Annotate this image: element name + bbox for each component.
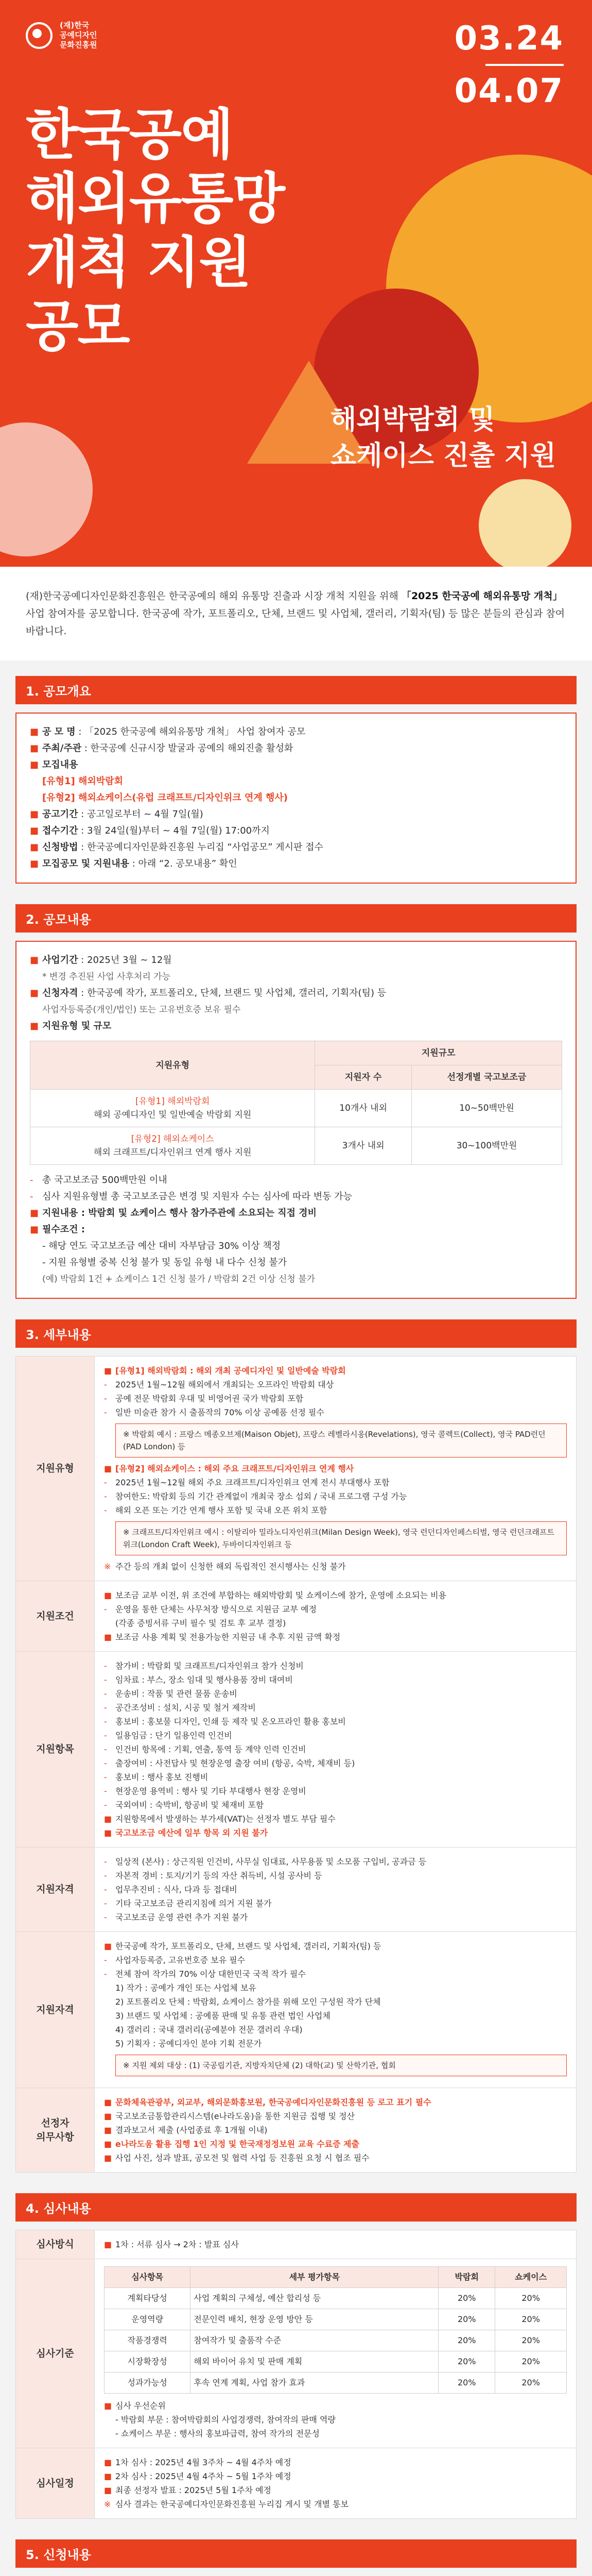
table-header: 지원자 수 — [315, 1065, 412, 1090]
section-title: 3. 세부내용 — [15, 1319, 577, 1348]
details-item: 보조금 교부 이전, 위 조건에 부합하는 해외박람회 및 쇼케이스에 참가, 운영에 소요되는 비용 — [115, 1590, 447, 1600]
criteria-row — [105, 2330, 567, 2351]
bullet-icon: ■ — [30, 726, 39, 737]
details-item: 업무추진비 : 식사, 다과 등 접대비 — [115, 1885, 237, 1894]
overview-value: 「2025 한국공예 해외유통망 개척」 사업 참여자 공모 — [84, 726, 306, 737]
details-body: ■ 보조금 교부 이전, 위 조건에 부합하는 해외박람회 및 쇼케이스에 참가, 운영에 소요되는 비용 - 운영을 통한 단체는 사무처장 방식으로 지원금 교부 예정 (각종 증빙서류 구비 필수 및 검토 후 교부 결정) ■ 보조금 사용 계획 및 전용가능한 지원금 내 추후 지원 금액 확정 — [95, 1581, 577, 1652]
table-cell: 3개사 내외 — [315, 1127, 412, 1165]
overview-label: 신청방법 — [42, 842, 78, 853]
type-desc: 해외 공예디자인 및 일반예술 박람회 지원 — [94, 1110, 252, 1120]
section-title: 1. 공모개요 — [15, 676, 577, 704]
section-details — [15, 1304, 577, 2178]
details-item: 일반 미술관 참가 시 출품작의 70% 이상 공예품 선정 필수 — [115, 1408, 324, 1417]
criteria-row — [105, 2288, 567, 2309]
hero-banner — [0, 0, 592, 567]
details-body: ■ [유형1] 해외박람회 : 해외 개최 공예디자인 및 일반예술 박람회 - 2025년 1월~12월 해외에서 개최되는 오프라인 박람회 대상 - 공예 전문 박람회 우대 및 비영어권 국가 박람회 포함 - 일반 미술관 참가 시 출품작의 70% 이상 공예품 선정 필수 ※ 박람회 예시 : 프랑스 메종오브제(Maison Objet), 프랑스 레벨라시옹(Revelations), 영국 콜렉트(Collect), 영국 PAD런던(PAD London) 등 ■ [유형2] 해외쇼케이스 : 해외 주요 크래프트/디자인위크 연계 행사 - 2025년 1월~12월 해외 주요 크래프트/디자인위크 연계 전시 부대행사 포함 - 참여한도: 박람회 등의 기간 관계없이 개최국 장소 섭외 / 국내 프로그램 구성 가능 - 해외 오픈 또는 기간 연계 행사 포함 및 국내 오픈 위치 포함 ※ 크래프트/디자인위크 예시 : 이탈리아 밀라노디자인위크(Milan Design Week), 영국 런던디자인페스티벌, 영국 런던크래프트위크(London Craft Week), 두바이디자인위크 등 ※ 주간 등의 개최 없이 신청한 해외 독립적인 전시행사는 신청 불가 — [95, 1357, 577, 1581]
bullet-icon: ■ — [30, 1208, 39, 1218]
overview-value: 한국공예 신규시장 발굴과 공예의 해외진출 활성화 — [90, 743, 293, 754]
org-name-line: 문화진흥원 — [60, 40, 97, 49]
overview-item — [30, 757, 562, 773]
hero-title-line: 공모 — [26, 295, 129, 358]
details-label: 지원자격 — [16, 1932, 95, 2088]
details-body: ■ 문화체육관광부, 외교부, 해외문화홍보원, 한국공예디자인문화진흥원 등 로고 표기 필수 ■ 국고보조금통합관리시스템(e나라도움)을 통한 지원금 집행 및 정산 ■ 결과보고서 제출 (사업종료 후 1개월 이내) ■ e나라도움 활용 집행 1인 지정 및 한국재정정보원 교육 수료증 제출 ■ 사업 사진, 성과 발표, 공모전 및 협력 사업 등 진흥원 요청 시 협조 필수 — [95, 2088, 577, 2173]
contents-item: ■ 사업기간 : 2025년 3월 ~ 12월 — [30, 952, 562, 969]
criteria-cell: 전문인력 배치, 현장 운영 방안 등 — [190, 2309, 439, 2330]
overview-item: ■ 주최/주관 : 한국공예 신규시장 발굴과 공예의 해외진출 활성화 — [30, 740, 562, 757]
details-row — [16, 1357, 577, 1581]
details-item: 문화체육관광부, 외교부, 해외문화홍보원, 한국공예디자인문화진흥원 등 로고 표기 필수 — [115, 2097, 431, 2107]
contents-item — [30, 969, 562, 985]
review-table — [15, 2230, 577, 2519]
details-item: e나라도움 활용 집행 1인 지정 및 한국재정정보원 교육 수료증 제출 — [115, 2139, 359, 2149]
exclusion-box: ※ 지원 제외 대상 : (1) 국공립기관, 지방자치단체 (2) 대학(교) 및 산학기관, 협회 — [115, 2055, 567, 2076]
details-item: 지원항목에서 발생하는 부가세(VAT)는 선정자 별도 부담 필수 — [115, 1814, 336, 1824]
schedule-item: 2차 심사 : 2025년 4월 4주차 ~ 5월 1주차 예정 — [115, 2471, 291, 2481]
hero-subtitle-line: 해외박람회 및 — [330, 404, 495, 435]
criteria-cell: 계획타당성 — [105, 2288, 190, 2309]
table-header: 지원유형 — [30, 1041, 315, 1090]
review-body: ■ 1차 : 서류 심사 → 2차 : 발표 심사 — [95, 2230, 577, 2259]
review-row — [16, 2448, 577, 2519]
details-item: [유형2] 해외쇼케이스 : 해외 주요 크래프트/디자인위크 연계 행사 — [115, 1464, 354, 1473]
contents-note: (예) 박람회 1건 + 쇼케이스 1건 신청 불가 / 박람회 2건 이상 신청 불가 — [42, 1274, 316, 1284]
details-table — [15, 1356, 577, 2173]
criteria-cell: 20% — [495, 2351, 567, 2372]
details-item: 참가비 : 박람회 및 크래프트/디자인위크 참가 신청비 — [115, 1661, 304, 1671]
contents-note: - 해당 연도 국고보조금 예산 대비 자부담금 30% 이상 책정 — [42, 1241, 281, 1251]
details-item: 4) 갤러리 : 국내 갤러리(공예분야 전문 갤러리 우대) — [115, 2025, 303, 2035]
intro-text-2: 사업 참여자를 공모합니다. 한국공예 작가, 포트폴리오, 단체, 브랜드 및 사업체, 갤러리, 기획자(팀) 등 많은 분들의 관심과 참여 바랍니다. — [26, 608, 565, 637]
criteria-cell: 시장확장성 — [105, 2351, 190, 2372]
type-name: [유형2] 해외쇼케이스 — [131, 1134, 214, 1144]
bullet-icon: ■ — [30, 825, 39, 836]
criteria-cell: 20% — [439, 2288, 495, 2309]
details-item: 2) 포트폴리오 단체 : 박람회, 쇼케이스 참가를 위해 모인 구성원 작가 단체 — [115, 1997, 381, 2007]
details-item: 국고보조금 운영 관련 추가 지원 불가 — [115, 1912, 248, 1922]
criteria-table — [104, 2266, 567, 2394]
bullet-icon: ■ — [30, 809, 39, 820]
table-cell — [30, 1127, 315, 1165]
details-item: (각종 증빙서류 구비 필수 및 검토 후 교부 결정) — [115, 1618, 286, 1628]
details-label: 지원조건 — [16, 1581, 95, 1652]
criteria-row — [105, 2309, 567, 2330]
details-item: 홍보비 : 행사 홍보 진행비 — [115, 1772, 208, 1782]
hero-subtitle — [330, 402, 556, 474]
overview-item — [30, 773, 562, 790]
table-row — [30, 1090, 562, 1127]
bullet-icon: ■ — [30, 842, 39, 853]
details-row — [16, 1581, 577, 1652]
criteria-header: 쇼케이스 — [495, 2267, 567, 2288]
criteria-header: 세부 평가항목 — [190, 2267, 439, 2288]
criteria-cell: 성과가능성 — [105, 2372, 190, 2394]
details-item: 인건비 항목에 : 기획, 연출, 통역 등 계약 인력 인건비 — [115, 1744, 306, 1754]
details-item: 2025년 1월~12월 해외 주요 크래프트/디자인위크 연계 전시 부대행사 포함 — [115, 1478, 390, 1487]
bullet-icon: ■ — [30, 1224, 39, 1235]
contents-item: ■ 신청자격 : 한국공예 작가, 포트폴리오, 단체, 브랜드 및 사업체, 갤러리, 기획자(팀) 등 — [30, 985, 562, 1002]
contents-label: 지원유형 및 규모 — [42, 1021, 112, 1031]
schedule-item: 최종 선정자 발표 : 2025년 5월 1주차 예정 — [115, 2485, 271, 2495]
overview-value: 3월 24일(월)부터 ~ 4월 7일(월) 17:00까지 — [87, 825, 270, 836]
criteria-cell: 20% — [495, 2309, 567, 2330]
contents-item — [30, 1002, 562, 1018]
section-title: 2. 공모내용 — [15, 904, 577, 933]
table-cell — [30, 1090, 315, 1127]
date-range — [455, 21, 564, 109]
bullet-icon: ■ — [30, 1021, 39, 1031]
criteria-cell: 참여작가 및 출품작 수준 — [190, 2330, 439, 2351]
details-item: 5) 기획자 : 공예디자인 분야 기획 전문가 — [115, 2039, 262, 2048]
details-item: 참여한도: 박람회 등의 기간 관계없이 개최국 장소 섭외 / 국내 프로그램 구성 가능 — [115, 1492, 407, 1501]
review-label: 심사기준 — [16, 2259, 95, 2448]
overview-label: 접수기간 — [42, 825, 78, 836]
details-body: ■ 한국공예 작가, 포트폴리오, 단체, 브랜드 및 사업체, 갤러리, 기획자(팀) 등 - 사업자등록증, 고유번호증 보유 필수 - 전체 참여 작가의 70% 이상 대한민국 국적 작가 필수 1) 작가 : 공예가 개인 또는 사업체 보유 2) 포트폴리오 단체 : 박람회, 쇼케이스 참가를 위해 모인 구성원 작가 단체 3) 브랜드 및 사업체 : 공예품 판매 및 유통 관련 법인 사업체 4) 갤러리 : 국내 갤러리(공예분야 전문 갤러리 우대) 5) 기획자 : 공예디자인 분야 기획 전문가 ※ 지원 제외 대상 : (1) 국공립기관, 지방자치단체 (2) 대학(교) 및 산학기관, 협회 — [95, 1932, 577, 2088]
details-item: 보조금 사용 계획 및 전용가능한 지원금 내 추후 지원 금액 확정 — [115, 1632, 341, 1642]
section-application — [15, 2524, 577, 2576]
details-item: 결과보고서 제출 (사업종료 후 1개월 이내) — [115, 2125, 268, 2135]
overview-item: ■ 신청방법 : 한국공예디자인문화진흥원 누리집 “사업공모” 게시판 접수 — [30, 839, 562, 856]
table-header: 지원규모 — [315, 1041, 562, 1065]
section-overview — [15, 660, 577, 889]
details-item: 운송비 : 작품 및 관련 물품 운송비 — [115, 1689, 237, 1699]
criteria-cell: 20% — [439, 2309, 495, 2330]
overview-label: 공고기간 — [42, 809, 78, 820]
details-item: 2025년 1월~12월 해외에서 개최되는 오프라인 박람회 대상 — [115, 1380, 334, 1389]
overview-value: 한국공예디자인문화진흥원 누리집 “사업공모” 게시판 접수 — [87, 842, 323, 853]
review-body: ■ 1차 심사 : 2025년 4월 3주차 ~ 4월 4주차 예정 ■ 2차 심사 : 2025년 4월 4주차 ~ 5월 1주차 예정 ■ 최종 선정자 발표 : 2025년 5월 1주차 예정 ※ 심사 결과는 한국공예디자인문화진흥원 누리집 게시 및 개별 통보 — [95, 2448, 577, 2519]
table-header: 선정개별 국고보조금 — [412, 1065, 562, 1090]
details-item: 출장여비 : 사전답사 및 현장운영 출장 여비 (항공, 숙박, 체재비 등) — [115, 1758, 355, 1768]
review-label: 심사방식 — [16, 2230, 95, 2259]
details-label: 지원유형 — [16, 1357, 95, 1581]
details-row — [16, 1932, 577, 2088]
table-cell: 10개사 내외 — [315, 1090, 412, 1127]
hero-title-line: 한국공예 — [26, 103, 233, 166]
section-contents — [15, 889, 577, 1304]
overview-item: ■ 공고기간 : 공고일로부터 ~ 4월 7일(월) — [30, 806, 562, 823]
decor-circle — [0, 422, 93, 556]
support-table — [30, 1041, 562, 1165]
criteria-row — [105, 2351, 567, 2372]
org-name-line: 공예디자인 — [60, 30, 97, 40]
overview-label: 모집공모 및 지원내용 — [42, 858, 130, 869]
details-item: [유형1] 해외박람회 : 해외 개최 공예디자인 및 일반예술 박람회 — [115, 1366, 346, 1376]
logo-icon — [26, 22, 53, 49]
details-item: 사업자등록증, 고유번호증 보유 필수 — [115, 1955, 246, 1965]
date-end: 04.07 — [454, 72, 564, 110]
criteria-cell: 20% — [439, 2351, 495, 2372]
overview-value: [유형1] 해외박람회 — [42, 776, 123, 787]
contents-note: - 총 국고보조금 500백만원 이내 — [30, 1175, 167, 1185]
bullet-icon: ■ — [30, 858, 39, 869]
details-body: - 참가비 : 박람회 및 크래프트/디자인위크 참가 신청비 - 임차료 : 부스, 장소 임대 및 행사용품 장비 대여비 - 운송비 : 작품 및 관련 물품 운송비 - 공간조성비 : 설치, 시공 및 철거 제작비 - 홍보비 : 홍보물 디자인, 인쇄 등 제작 및 온오프라인 활용 홍보비 - 일용임금 : 단기 일용인력 인건비 - 인건비 항목에 : 기획, 연출, 통역 등 계약 인력 인건비 - 출장여비 : 사전답사 및 현장운영 출장 여비 (항공, 숙박, 체재비 등) - 홍보비 : 행사 홍보 진행비 - 현장운영 용역비 : 행사 및 기타 부대행사 현장 운영비 - 국외여비 : 숙박비, 항공비 및 체재비 포함 ■ 지원항목에서 발생하는 부가세(VAT)는 선정자 별도 부담 필수 ■ 국고보조금 예산에 일부 항목 외 지원 불가 — [95, 1652, 577, 1848]
intro-highlight: 「2025 한국공예 해외유통망 개척」 — [401, 590, 563, 602]
section-title: 4. 심사내용 — [15, 2193, 577, 2222]
details-item: 임차료 : 부스, 장소 임대 및 행사용품 장비 대여비 — [115, 1675, 293, 1685]
bonus-item: - 쇼케이스 부문 : 행사의 홍보파급력, 참여 작가의 전문성 — [115, 2429, 320, 2438]
details-item: 국외여비 : 숙박비, 항공비 및 체재비 포함 — [115, 1800, 264, 1810]
details-item: 해외 오픈 또는 기간 연계 행사 포함 및 국내 오픈 위치 포함 — [115, 1505, 327, 1515]
details-item: 1) 작가 : 공예가 개인 또는 사업체 보유 — [115, 1983, 256, 1993]
date-divider — [485, 64, 564, 66]
date-start: 03.24 — [454, 20, 564, 58]
bullet-icon: ■ — [30, 988, 39, 998]
contents-value: 한국공예 작가, 포트폴리오, 단체, 브랜드 및 사업체, 갤러리, 기획자(팀) 등 — [87, 988, 387, 998]
details-item: 주간 등의 개최 없이 신청한 해외 독립적인 전시행사는 신청 불가 — [115, 1562, 346, 1571]
example-box: ※ 크래프트/디자인위크 예시 : 이탈리아 밀라노디자인위크(Milan Design Week), 영국 런던디자인페스티벌, 영국 런던크래프트위크(London Craft Week), 두바이디자인위크 등 — [115, 1521, 567, 1555]
contents-value: * 변경 추진된 사업 사후처리 가능 — [42, 972, 171, 982]
section-review — [15, 2178, 577, 2524]
org-name-line: (재)한국 — [60, 21, 90, 30]
review-method: 1차 : 서류 심사 → 2차 : 발표 심사 — [115, 2240, 239, 2249]
overview-item: ■ 접수기간 : 3월 24일(월)부터 ~ 4월 7일(월) 17:00까지 — [30, 823, 562, 839]
details-label: 선정자 의무사항 — [16, 2088, 95, 2173]
table-cell: 30~100백만원 — [412, 1127, 562, 1165]
type-desc: 해외 크래프트/디자인위크 연계 행사 지원 — [93, 1147, 252, 1158]
contents-label: 신청자격 — [42, 988, 78, 998]
intro-text-1: (재)한국공예디자인문화진흥원은 한국공예의 해외 유통망 진출과 시장 개척 지원을 위해 — [26, 590, 398, 602]
type-name: [유형1] 해외박람회 — [135, 1096, 210, 1107]
overview-value: [유형2] 해외쇼케이스(유럽 크래프트/디자인위크 연계 행사) — [42, 792, 288, 803]
overview-label: 주최/주관 — [42, 743, 82, 754]
contents-label: 사업기간 — [42, 955, 78, 965]
contents-note: - 지원 유형별 중복 신청 불가 및 동일 유형 내 다수 신청 불가 — [42, 1257, 287, 1268]
details-item: 일용임금 : 단기 일용인력 인건비 — [115, 1731, 232, 1740]
details-item: 사업 사진, 성과 발표, 공모전 및 협력 사업 등 진흥원 요청 시 협조 필수 — [115, 2153, 370, 2163]
criteria-header: 심사항목 — [105, 2267, 190, 2288]
hero-title-line: 개척 지원 — [26, 231, 251, 294]
bullet-icon: ■ — [30, 743, 39, 754]
overview-label: 모집내용 — [42, 759, 78, 770]
section-title: 5. 신청내용 — [15, 2539, 577, 2568]
table-cell: 10~50백만원 — [412, 1090, 562, 1127]
details-item: 공예 전문 박람회 우대 및 비영어권 국가 박람회 포함 — [115, 1394, 304, 1403]
details-item: 국고보조금통합관리시스템(e나라도움)을 통한 지원금 집행 및 정산 — [115, 2111, 355, 2121]
details-row — [16, 1652, 577, 1848]
details-row — [16, 1848, 577, 1932]
details-item: 한국공예 작가, 포트폴리오, 단체, 브랜드 및 사업체, 갤러리, 기획자(팀) 등 — [115, 1941, 381, 1951]
details-item: 공간조성비 : 설치, 시공 및 철거 제작비 — [115, 1703, 256, 1713]
criteria-cell: 20% — [495, 2288, 567, 2309]
contents-item — [30, 1018, 562, 1035]
bullet-icon: ■ — [30, 759, 39, 770]
details-item: 운영을 통한 단체는 사무처장 방식으로 지원금 교부 예정 — [115, 1604, 317, 1614]
hero-title — [26, 103, 284, 359]
schedule-item: 심사 결과는 한국공예디자인문화진흥원 누리집 게시 및 개별 통보 — [115, 2499, 349, 2509]
review-row — [16, 2259, 577, 2448]
bullet-icon: ■ — [30, 955, 39, 965]
overview-box — [15, 713, 577, 884]
criteria-cell: 후속 연계 계획, 사업 참가 효과 — [190, 2372, 439, 2394]
overview-item — [30, 790, 562, 806]
intro-text — [0, 567, 592, 660]
details-body: - 일상적 (본사) : 상근직원 인건비, 사무실 임대료, 사무용품 및 소모품 구입비, 공과금 등 - 자본적 경비 : 토지/기기 등의 자산 취득비, 시설 공사비 등 - 업무추진비 : 식사, 다과 등 접대비 - 기타 국고보조금 관리지침에 의거 지원 불가 - 국고보조금 운영 관련 추가 지원 불가 — [95, 1848, 577, 1932]
overview-item: ■ 모집공모 및 지원내용 : 아래 “2. 공모내용” 확인 — [30, 856, 562, 872]
contents-value: 사업자등록증(개인/법인) 또는 고유번호증 보유 필수 — [42, 1005, 241, 1015]
details-label: 지원자격 — [16, 1848, 95, 1932]
details-item: 3) 브랜드 및 사업체 : 공예품 판매 및 유통 관련 법인 사업체 — [115, 2011, 330, 2021]
criteria-cell: 운영역량 — [105, 2309, 190, 2330]
hero-title-line: 해외유통망 — [26, 167, 284, 230]
details-item: 홍보비 : 홍보물 디자인, 인쇄 등 제작 및 온오프라인 활용 홍보비 — [115, 1717, 346, 1726]
table-row — [30, 1127, 562, 1165]
overview-value: 공고일로부터 ~ 4월 7일(월) — [87, 809, 203, 820]
criteria-cell: 사업 계획의 구체성, 예산 합리성 등 — [190, 2288, 439, 2309]
schedule-item: 1차 심사 : 2025년 4월 3주차 ~ 4월 4주차 예정 — [115, 2458, 291, 2467]
details-item: 일상적 (본사) : 상근직원 인건비, 사무실 임대료, 사무용품 및 소모품 구입비, 공과금 등 — [115, 1857, 427, 1867]
details-item: 현장운영 용역비 : 행사 및 기타 부대행사 현장 운영비 — [115, 1786, 306, 1796]
overview-value: 아래 “2. 공모내용” 확인 — [138, 858, 237, 869]
details-row — [16, 2088, 577, 2173]
details-item: 전체 참여 작가의 70% 이상 대한민국 국적 작가 필수 — [115, 1969, 306, 1979]
contents-item: ■ 필수조건 : — [30, 1222, 562, 1238]
overview-item: ■ 공 모 명 : 「2025 한국공예 해외유통망 개척」 사업 참여자 공모 — [30, 724, 562, 740]
contents-box — [15, 941, 577, 1299]
review-label: 심사일정 — [16, 2448, 95, 2519]
hero-subtitle-line: 쇼케이스 진출 지원 — [330, 440, 556, 471]
criteria-cell: 20% — [495, 2330, 567, 2351]
review-body: 심사항목 세부 평가항목 박람회 쇼케이스 계획타당성 사업 계획의 구체성, 예산 합리성 등 20% 20% 운영역량 전문인력 배치, 현장 운영 방안 등 20% 20% 작품경쟁력 참여작가 및 출품작 수준 20% 20% 시장확장성 해외 바이어 유치 및 판매 계획 20% 20% 성과가능성 후속 연계 계획, 사업 참가 효과 20% 20% ■ 심사 우선순위 - 박람회 부문 : 참여박람회의 사업경쟁력, 참여작의 판매 역량 - 쇼케이스 부문 : 행사의 홍보파급력, 참여 작가의 전문성 — [95, 2259, 577, 2448]
details-label: 지원항목 — [16, 1652, 95, 1848]
review-row — [16, 2230, 577, 2259]
criteria-header: 박람회 — [439, 2267, 495, 2288]
criteria-cell: 20% — [495, 2372, 567, 2394]
example-box: ※ 박람회 예시 : 프랑스 메종오브제(Maison Objet), 프랑스 레벨라시옹(Revelations), 영국 콜렉트(Collect), 영국 PAD런던(PAD London) 등 — [115, 1423, 567, 1458]
org-logo — [26, 21, 97, 50]
bonus-item: - 박람회 부문 : 참여박람회의 사업경쟁력, 참여작의 판매 역량 — [115, 2415, 336, 2425]
decor-circle — [479, 479, 571, 567]
details-item: 기타 국고보조금 관리지침에 의거 지원 불가 — [115, 1899, 272, 1908]
bonus-item: 심사 우선순위 — [115, 2401, 166, 2411]
details-item: 자본적 경비 : 토지/기기 등의 자산 취득비, 시설 공사비 등 — [115, 1871, 322, 1880]
details-item: 국고보조금 예산에 일부 항목 외 지원 불가 — [115, 1828, 268, 1838]
criteria-row — [105, 2372, 567, 2394]
criteria-cell: 해외 바이어 유치 및 판매 계획 — [190, 2351, 439, 2372]
contents-note: - 심사 지원유형별 총 국고보조금은 변경 및 지원자 수는 심사에 따라 변동 가능 — [30, 1191, 352, 1202]
contents-value: 2025년 3월 ~ 12월 — [87, 955, 172, 965]
overview-label: 공 모 명 — [42, 726, 76, 737]
criteria-cell: 20% — [439, 2330, 495, 2351]
criteria-cell: 작품경쟁력 — [105, 2330, 190, 2351]
contents-item: ■ 지원내용 : 박람회 및 쇼케이스 행사 참가주관에 소요되는 직접 경비 — [30, 1205, 562, 1222]
criteria-cell: 20% — [439, 2372, 495, 2394]
